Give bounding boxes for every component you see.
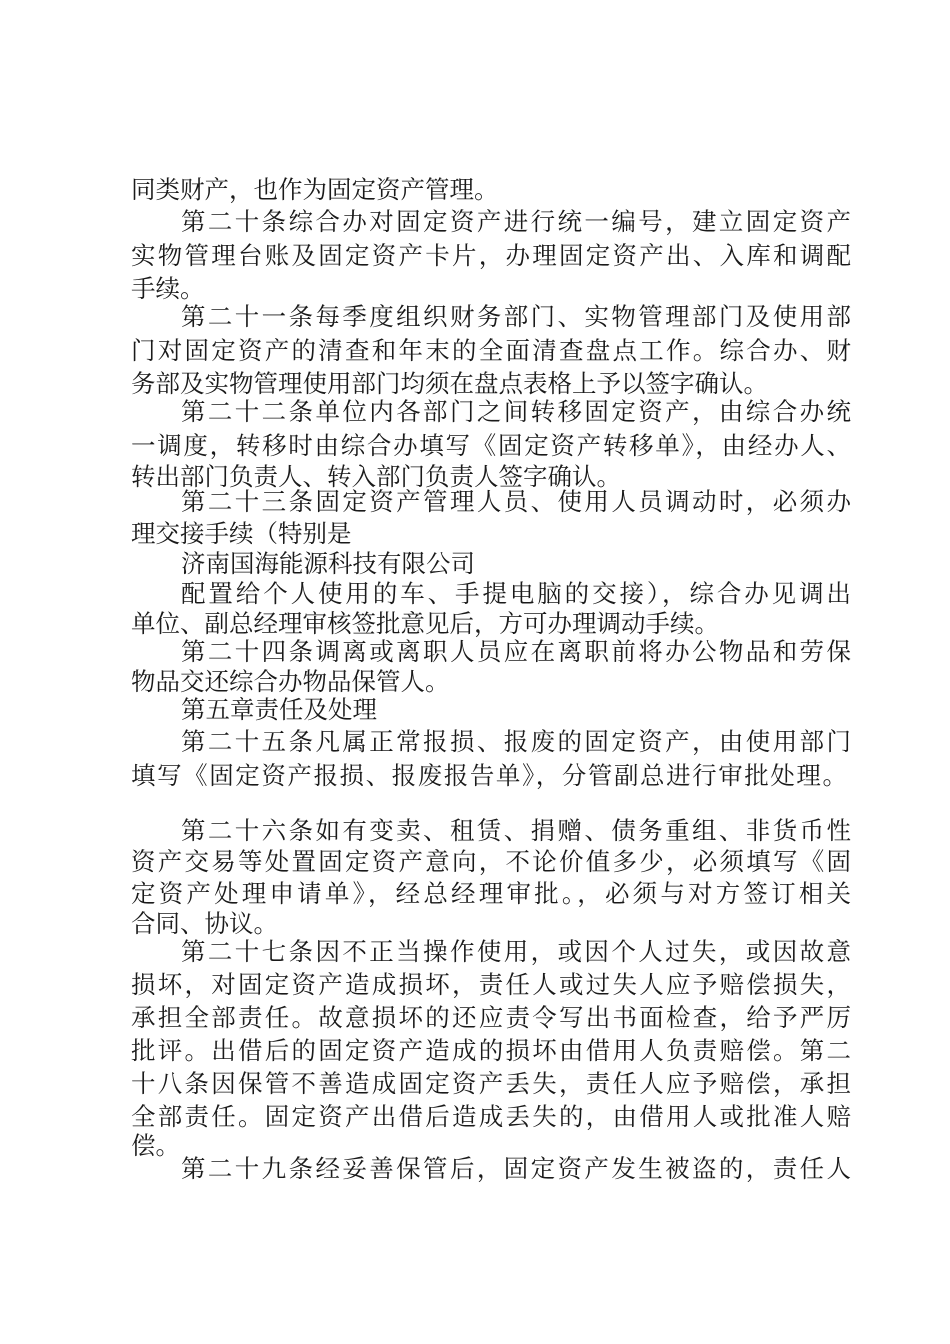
paragraph-line: 同类财产，也作为固定资产管理。 — [131, 175, 499, 204]
paragraph-line: 偿。 — [131, 1131, 180, 1160]
paragraph-line: 务部及实物管理使用部门均须在盘点表格上予以签字确认。 — [131, 369, 768, 398]
paragraph-line: 合同、协议。 — [131, 909, 278, 938]
paragraph-line: 实物管理台账及固定资产卡片，办理固定资产出、入库和调配 — [131, 241, 851, 270]
paragraph-line: 转出部门负责人、转入部门负责人签字确认。 — [131, 462, 621, 491]
paragraph-line: 承担全部责任。故意损坏的还应责令写出书面检查，给予严厉 — [131, 1003, 851, 1032]
paragraph-line: 第二十六条如有变卖、租赁、捐赠、债务重组、非货币性 — [181, 816, 851, 845]
paragraph-line: 配置给个人使用的车、手提电脑的交接），综合办见调出 — [181, 579, 851, 608]
paragraph-line: 资产交易等处置固定资产意向，不论价值多少，必须填写《固 — [131, 847, 851, 876]
company-name: 济南国海能源科技有限公司 — [181, 549, 475, 578]
chapter-heading: 第五章责任及处理 — [181, 695, 377, 724]
paragraph-line: 手续。 — [131, 274, 205, 303]
paragraph-line: 第二十九条经妥善保管后，固定资产发生被盗的，责任人 — [181, 1154, 851, 1183]
paragraph-line: 理交接手续（特别是 — [131, 519, 352, 548]
paragraph-line: 第二十五条凡属正常报损、报废的固定资产，由使用部门 — [181, 727, 851, 756]
paragraph-line: 一调度，转移时由综合办填写《固定资产转移单》，由经办人、 — [131, 431, 851, 460]
paragraph-line: 定资产处理申请单》，经总经理审批。，必须与对方签订相关 — [131, 879, 851, 908]
paragraph-line: 第二十三条固定资产管理人员、使用人员调动时，必须办 — [181, 487, 851, 516]
paragraph-line: 第二十一条每季度组织财务部门、实物管理部门及使用部 — [181, 302, 851, 331]
paragraph-line: 十八条因保管不善造成固定资产丢失，责任人应予赔偿，承担 — [131, 1069, 851, 1098]
paragraph-line: 损坏，对固定资产造成损坏，责任人或过失人应予赔偿损失， — [131, 970, 851, 999]
paragraph-line: 批评。出借后的固定资产造成的损坏由借用人负责赔偿。第二 — [131, 1036, 851, 1065]
paragraph-line: 门对固定资产的清查和年末的全面清查盘点工作。综合办、财 — [131, 336, 851, 365]
paragraph-line: 单位、副总经理审核签批意见后，方可办理调动手续。 — [131, 609, 719, 638]
paragraph-line: 物品交还综合办物品保管人。 — [131, 667, 450, 696]
paragraph-line: 第二十七条因不正当操作使用，或因个人过失，或因故意 — [181, 937, 851, 966]
paragraph-line: 第二十条综合办对固定资产进行统一编号，建立固定资产 — [181, 207, 851, 236]
paragraph-line: 第二十四条调离或离职人员应在离职前将办公物品和劳保 — [181, 637, 851, 666]
paragraph-line: 全部责任。固定资产出借后造成丢失的，由借用人或批准人赔 — [131, 1102, 851, 1131]
paragraph-line: 第二十二条单位内各部门之间转移固定资产，由综合办统 — [181, 397, 851, 426]
paragraph-line: 填写《固定资产报损、报废报告单》，分管副总进行审批处理。 — [131, 761, 847, 790]
